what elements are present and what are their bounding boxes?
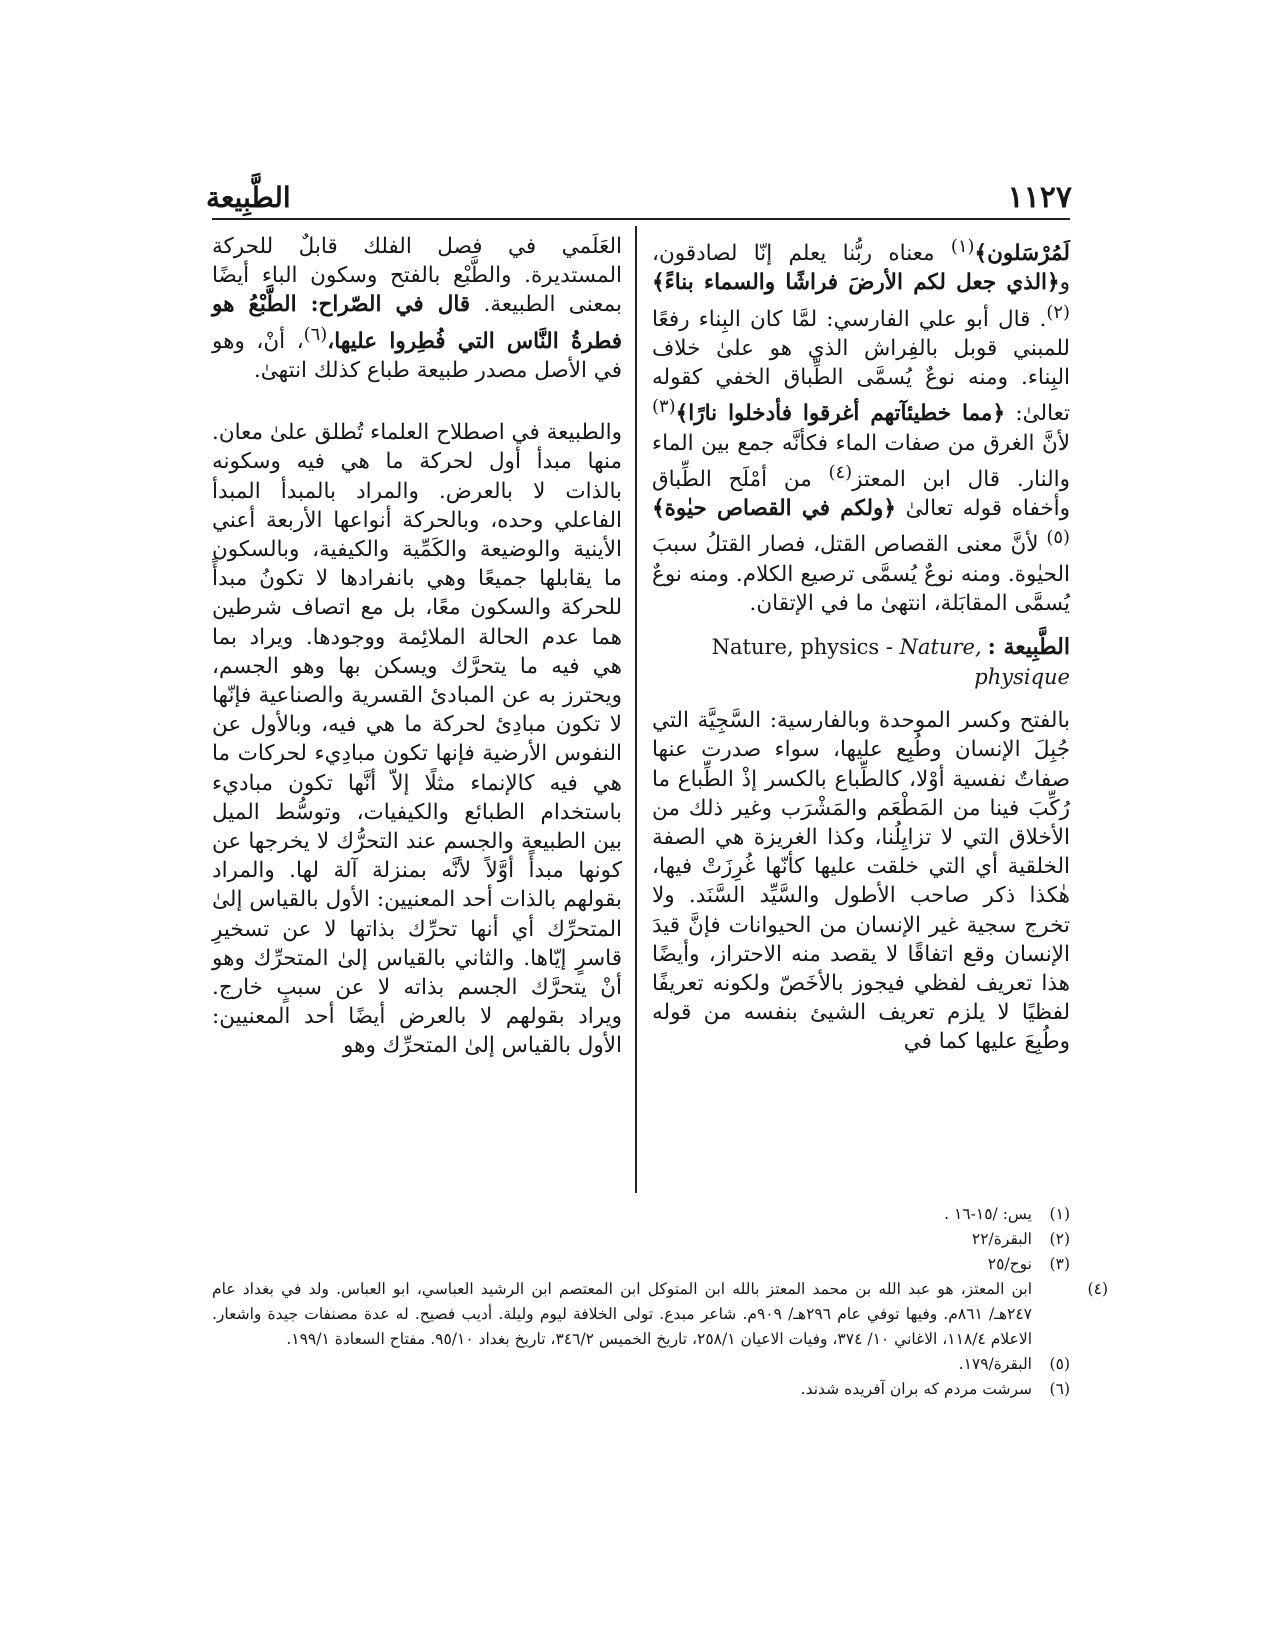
quran-quote: ﴿الذي جعل لكم الأرضَ فراشًا والسماء بناءً﴾	[652, 270, 1060, 296]
footnote	[212, 1377, 1070, 1402]
quran-quote: لَمُرْسَلون﴾	[974, 241, 1070, 267]
body-text: من أمْلَح الطِّباق وأخفاه قوله تعالىٰ	[652, 467, 1071, 522]
footnote-number: (٦)	[1049, 1380, 1070, 1398]
footnote	[212, 1202, 1070, 1227]
footnote	[212, 1277, 1108, 1352]
footnote-text: البقرة/١٧٩.	[958, 1355, 1032, 1373]
header-rule	[212, 218, 1070, 220]
footnote	[212, 1352, 1070, 1377]
footnote-number: (٢)	[1049, 1230, 1070, 1248]
body-text: العَلَمي في فصل الفلك قابلٌ للحركة المستديرة. والطَّبْع بالفتح وسكون الباء أيضًا بمعنى الطبيعة.	[212, 234, 622, 318]
footnote-text: سرشت مردم كه بران آفريده شدند.	[800, 1380, 1032, 1398]
paragraph-terminology: والطبيعة في اصطلاح العلماء تُطلق علىٰ معان. منها مبدأ أول لحركة ما هي فيه وسكونه بالذات لا بالعرض. والمراد بالمبدأ المبدأ الفاعلي وحده، وبالحركة أنواعها الأربعة أعني الأينية والوضيعة والكَمِّية والكيفية، وبالسكون ما يقابلها جميعًا وهي بانفرادها لا تكونُ مبدأً للحركة والسكون معًا، بل مع اتصاف شرطين هما عدم الحالة الملائِمة ووجودها. ويراد بما هي فيه ما يتحرَّك ويسكن بها وهو الجسم، ويحترز به عن المبادئ القسرية والصناعية فإنّها لا تكون مبادِئ لحركة ما هي فيه، وبالأول عن النفوس الأرضية فإنها تكون مبادِيء لحركات ما هي فيه كالإنماء مثلًا إلاّ أنَّها تكون مباديء باستخدام الطبائع والكيفيات، وتوسُّط الميل بين الطبيعة والجسم عند التحرُّك لا يخرجها عن كونها مبدأً أوَّلاً لأنَّه بمنزلة آلة لها. والمراد بقولهم بالذات أحد المعنيين: الأول بالقياس إلىٰ المتحرِّك أي أنها تحرِّك بذاتها لا عن تسخيرِ قاسرٍ إيّاها. والثاني بالقياس إلىٰ المتحرِّك وهو أنْ يتحرَّك الجسم بذاته لا عن سببٍ خارج. ويراد بقولهم لا بالعرض أيضًا أحد المعنيين: الأول بالقياس إلىٰ المتحرِّك وهو	[212, 420, 623, 1059]
entry-heading	[652, 632, 1070, 692]
paragraph-definition: بالفتح وكسر الموحدة وبالفارسية: السَّجِيَّة التي جُبِلَ الإنسان وطُبِع عليها، سواء صدرت عنها صفاتٌ نفسية أوْلا، كالطِّباع بالكسر إذْ الطِّباع ما رُكِّبَ فينا من المَطْعَم والمَشْرَب وغير ذلك من الأخلاق التي لا تزايِلُنا، وكذا الغريزة هي الصفة الخلقية أي التي خلقت عليها كأنّها غُرِزَتْ فيها، هٰكذا ذكر صاحب الأطول والسَّيِّد السَّنَد. ولا تخرج سجية غير الإنسان من الحيوانات فإنَّ قيدَ الإنسان وقع اتفاقًا لا يقصد منه الاحتراز، وأيضًا هذا تعريف لفظي فيجوز بالأخَصّ ولكونه تعريفًا لفظيًا لا يلزم تعريف الشيئ بنفسه من قوله وطُبِعَ عليها كما في	[652, 708, 1070, 1055]
body-text: لأنَّ معنى القصاص القتل، فصار القتلُ سببَ الحيٰوة. ومنه نوعٌ يُسمَّى ترصيع الكلام. ومنه نوعٌ يُسمَّى المقابَلة، انتهىٰ ما في الإتقان.	[652, 532, 1070, 617]
footnote-ref: (٤)	[828, 461, 853, 483]
entry-term: الطَّبِيعة :	[987, 634, 1070, 661]
quote-sarah: قال في الصّراح: الطَّبْعُ هو فطرةُ النَّاس التي فُطِروا عليها،	[212, 292, 622, 354]
footnote-number: (٤)	[1087, 1280, 1108, 1298]
footnote-ref: (٣)	[652, 396, 676, 418]
quran-quote: ﴿ولكم في القصاص حيٰوة﴾	[652, 496, 897, 522]
footnote-text: البقرة/٢٢	[971, 1230, 1032, 1248]
footnote	[212, 1227, 1070, 1252]
footnote-number: (٥)	[1049, 1355, 1070, 1373]
body-text: لأنَّ الغرق من صفات الماء فكأنَّه جمع بين الماء والنار. قال ابن المعتز	[652, 430, 1070, 493]
footnote-text: نوح/٢٥	[987, 1255, 1032, 1273]
body-text: معناه ربُّنا يعلم إنّا لصادقون، و	[652, 241, 1070, 296]
paragraph-tibaq	[652, 232, 1070, 618]
footnote-number: (٣)	[1049, 1255, 1070, 1273]
quran-quote: ﴿مما خطيئآتهم أغرقوا فأدخلوا نارًا﴾	[675, 401, 1006, 427]
footnotes	[212, 1202, 1108, 1402]
footnote	[212, 1252, 1070, 1277]
footnote-ref: (٥)	[1046, 527, 1070, 549]
footnote-ref: (٦)	[303, 323, 328, 345]
footnote-text: يس: /١٥-١٦ .	[944, 1205, 1032, 1223]
body-text: . قال أبو علي الفارسي: لمَّا كان البِناء رفعًا للمبني قوبل بالفِراش الذي هو علىٰ خلاف البِناء. ومنه نوعٌ يُسمَّى الطِّباق الخفي كقوله تعالىٰ:	[652, 306, 1070, 427]
footnote-text: ابن المعتز، هو عبد الله بن محمد المعتز بالله ابن المتوكل ابن المعتصم ابن الرشيد العباسي، ابو العباس. ولد في بغداد عام ٢٤٧هـ/ ٨٦١م. وفيها توفي عام ٢٩٦هـ/ ٩٠٩م. شاعر مبدع. تولى الخلافة ليوم وليلة. أديب فصيح. له عدة مصنفات جيدة واشعار. الاعلام ١١٨/٤، الاغاني ١٠/ ٣٧٤، وفيات الاعيان ٢٥٨/١، تاريخ الخميس ٣٤٦/٢، تاريخ بغداد ٩٥/١٠. مفتاح السعادة ١٩٩/١.	[212, 1280, 1032, 1348]
entry-french-cont: physique	[974, 665, 1070, 690]
paragraph-tab	[212, 232, 622, 385]
footnote-ref: (٢)	[1046, 301, 1070, 323]
body-text: ، أنْ، وهو في الأصل مصدر طبيعة طباع كذلك انتهىٰ.	[212, 328, 622, 383]
entry-english: Nature, physics -	[711, 635, 900, 660]
running-title: الطَّبِيعة	[206, 181, 291, 214]
entry-french: Nature,	[899, 635, 982, 660]
column-divider	[635, 226, 637, 1193]
left-column	[212, 232, 622, 1061]
footnote-number: (١)	[1049, 1205, 1070, 1223]
footnote-ref: (١)	[950, 236, 975, 257]
right-column	[652, 232, 1070, 1057]
page-number: ١١٢٧	[1007, 180, 1072, 215]
